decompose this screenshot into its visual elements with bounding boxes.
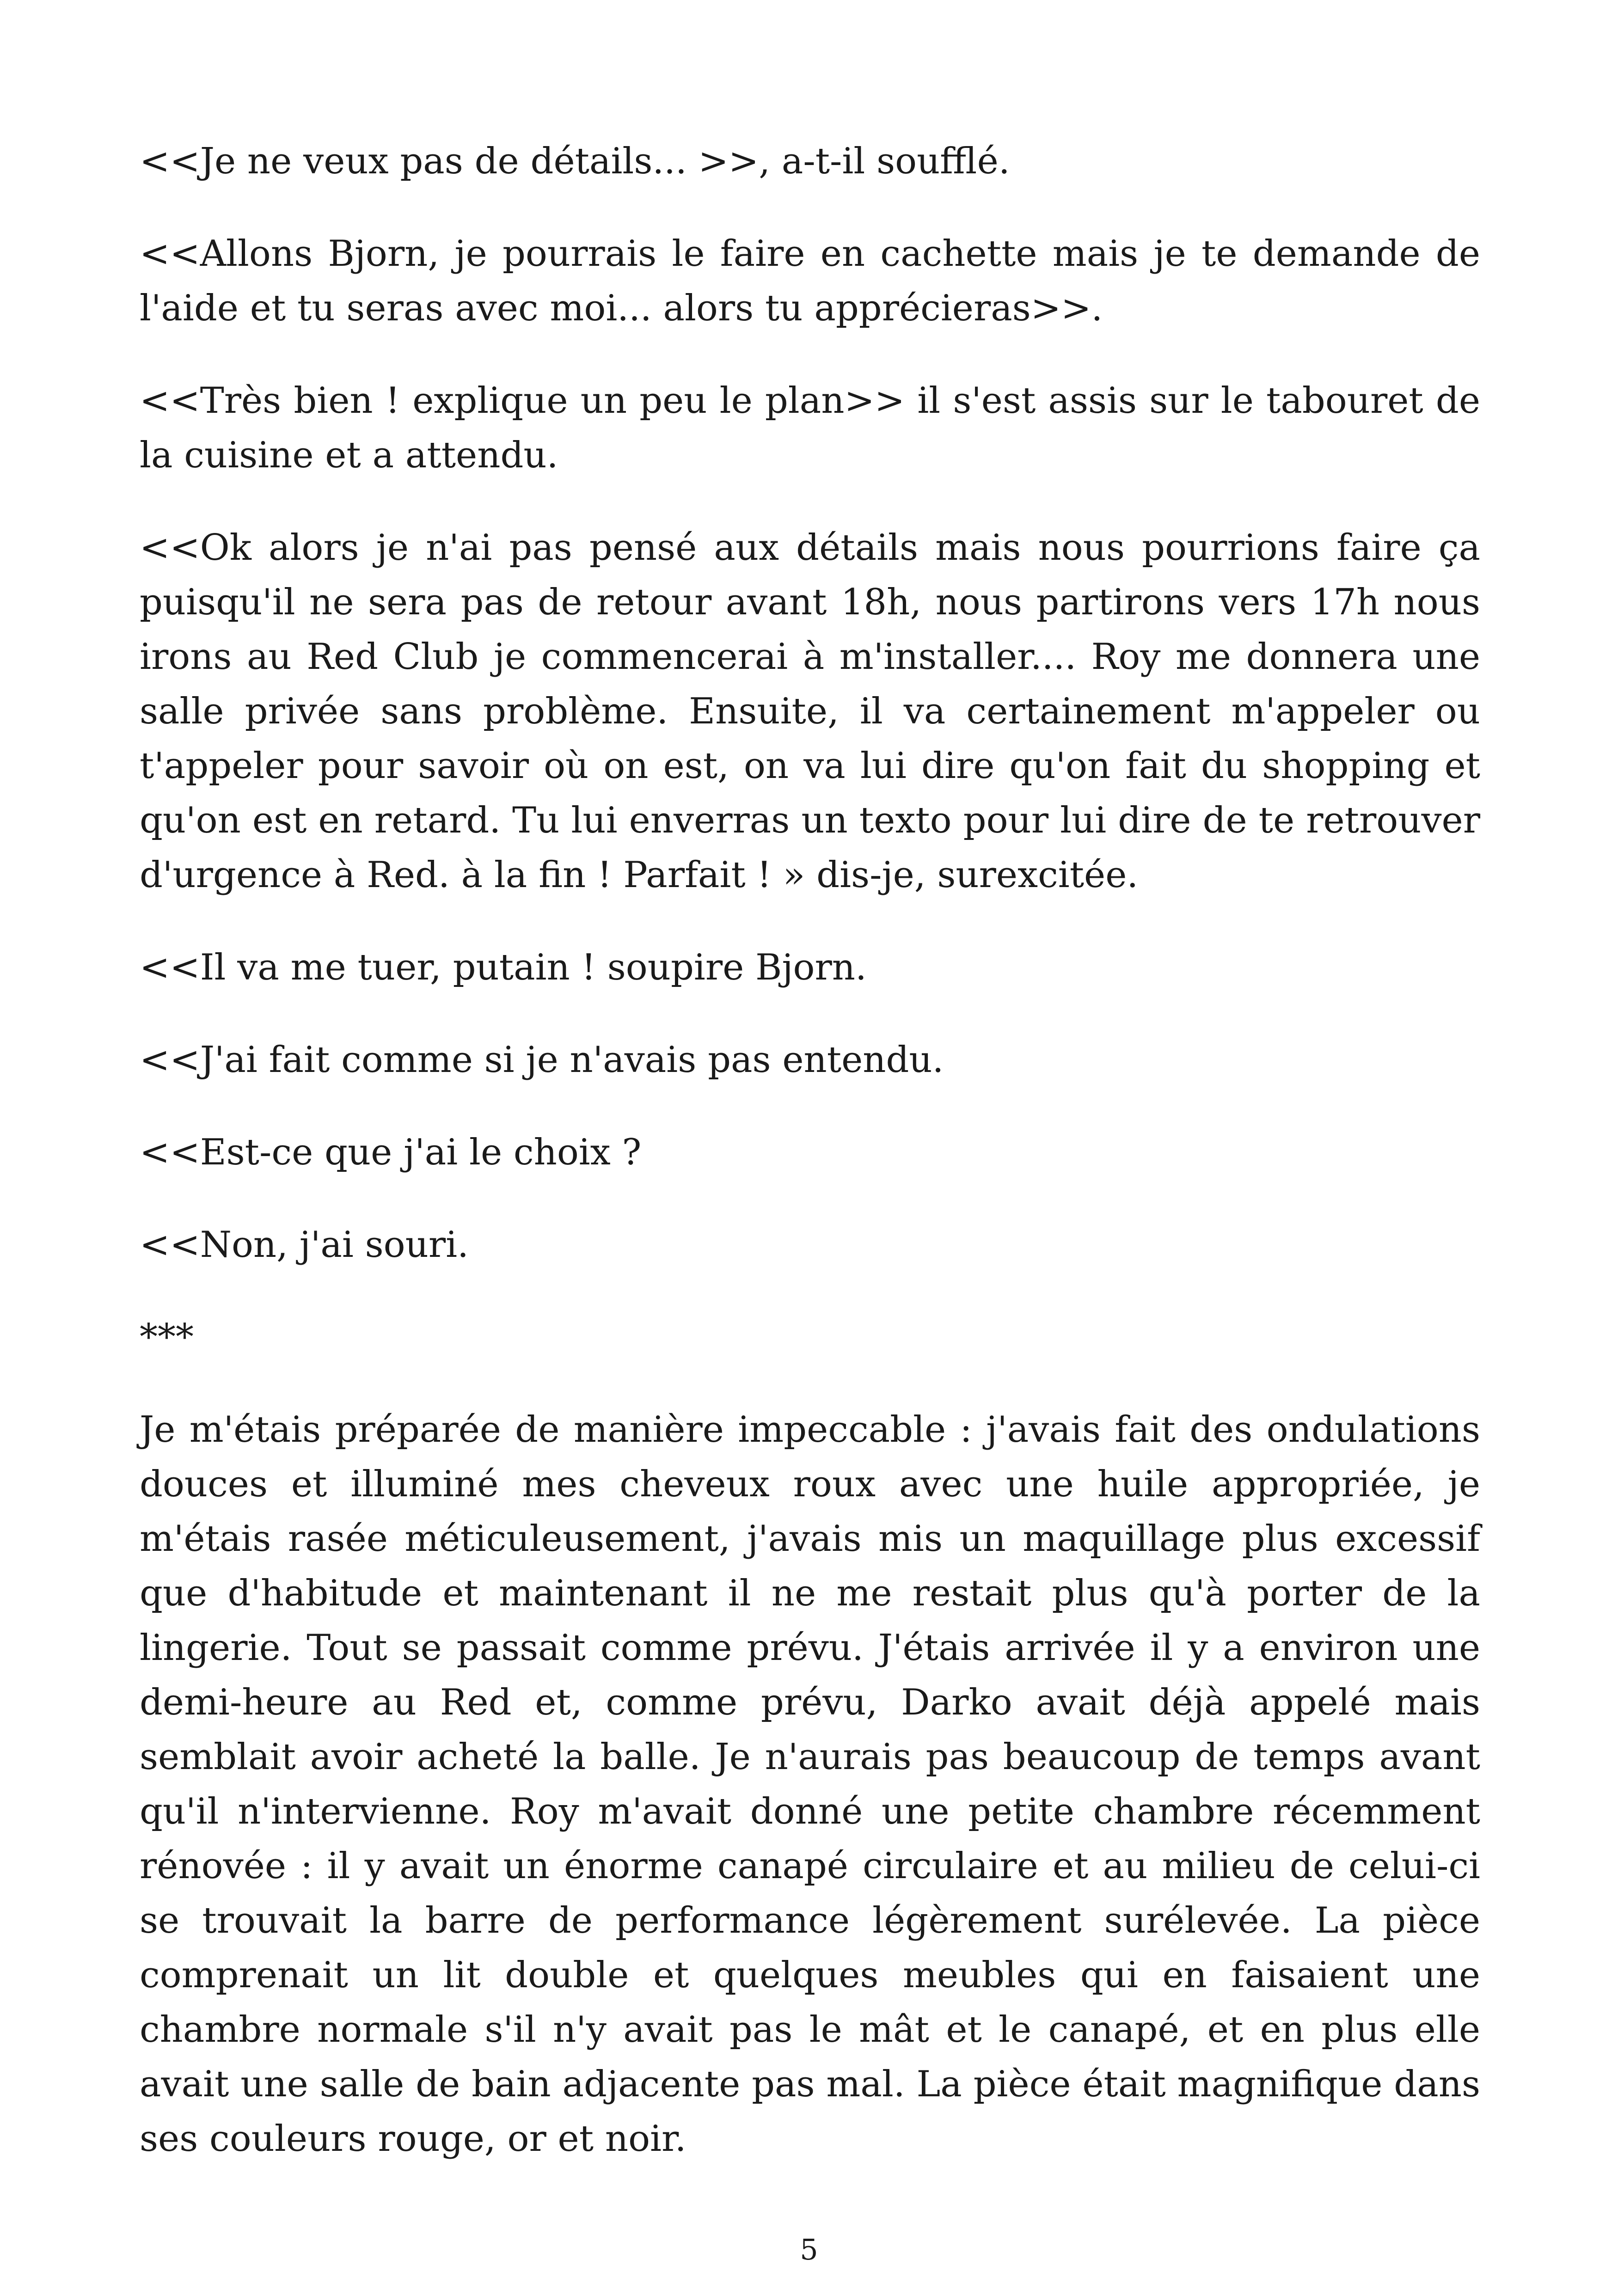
paragraph: <<Est-ce que j'ai le choix ? [140, 1132, 642, 1173]
paragraph: <<Très bien ! explique un peu le plan>> il s'est assis sur le tabouret de la cuisine et a attendu. [140, 380, 1480, 476]
paragraph: Je m'étais préparée de manière impeccable : j'avais fait des ondulations douces et illuminé mes cheveux roux avec une huile appropriée, je m'étais rasée méticuleusement, j'avais mis un maquillage plus excessif que d'habitude et maintenant il ne me restait plus qu'à porter de la lingerie. Tout se passait comme prévu. J'étais arrivée il y a environ une demi-heure au Red et, comme prévu, Darko avait déjà appelé mais semblait avoir acheté la balle. Je n'aurais pas beaucoup de temps avant qu'il n'intervienne. Roy m'avait donné une petite chambre récemment rénovée : il y avait un énorme canapé circulaire et au milieu de celui-ci se trouvait la barre de performance légèrement surélevée. La pièce comprenait un lit double et quelques meubles qui en faisaient une chambre normale s'il n'y avait pas le mât et le canapé, et en plus elle avait une salle de bain adjacente pas mal. La pièce était magnifique dans ses couleurs rouge, or et noir. [140, 1409, 1480, 2160]
paragraph: <<J'ai fait comme si je n'avais pas entendu. [140, 1039, 944, 1081]
paragraph: <<Allons Bjorn, je pourrais le faire en cachette mais je te demande de l'aide et tu seras avec moi... alors tu apprécieras>>. [140, 233, 1480, 329]
paragraph: <<Ok alors je n'ai pas pensé aux détails mais nous pourrions faire ça puisqu'il ne sera pas de retour avant 18h, nous partirons vers 17h nous irons au Red Club je commencerai à m'installer.... Roy me donnera une salle privée sans problème. Ensuite, il va certainement m'appeler ou t'appeler pour savoir où on est, on va lui dire qu'on fait du shopping et qu'on est en retard. Tu lui enverras un texto pour lui dire de te retrouver d'urgence à Red. à la fin ! Parfait ! » dis-je, surexcitée. [140, 527, 1480, 896]
paragraph: <<Non, j'ai souri. [140, 1224, 469, 1266]
paragraph: <<Il va me tuer, putain ! soupire Bjorn. [140, 947, 867, 988]
page-body [140, 134, 1480, 2204]
scene-break: *** [140, 1316, 194, 1358]
page-number: 5 [800, 2233, 818, 2266]
paragraph: <<Je ne veux pas de détails... >>, a-t-il soufflé. [140, 141, 1010, 182]
